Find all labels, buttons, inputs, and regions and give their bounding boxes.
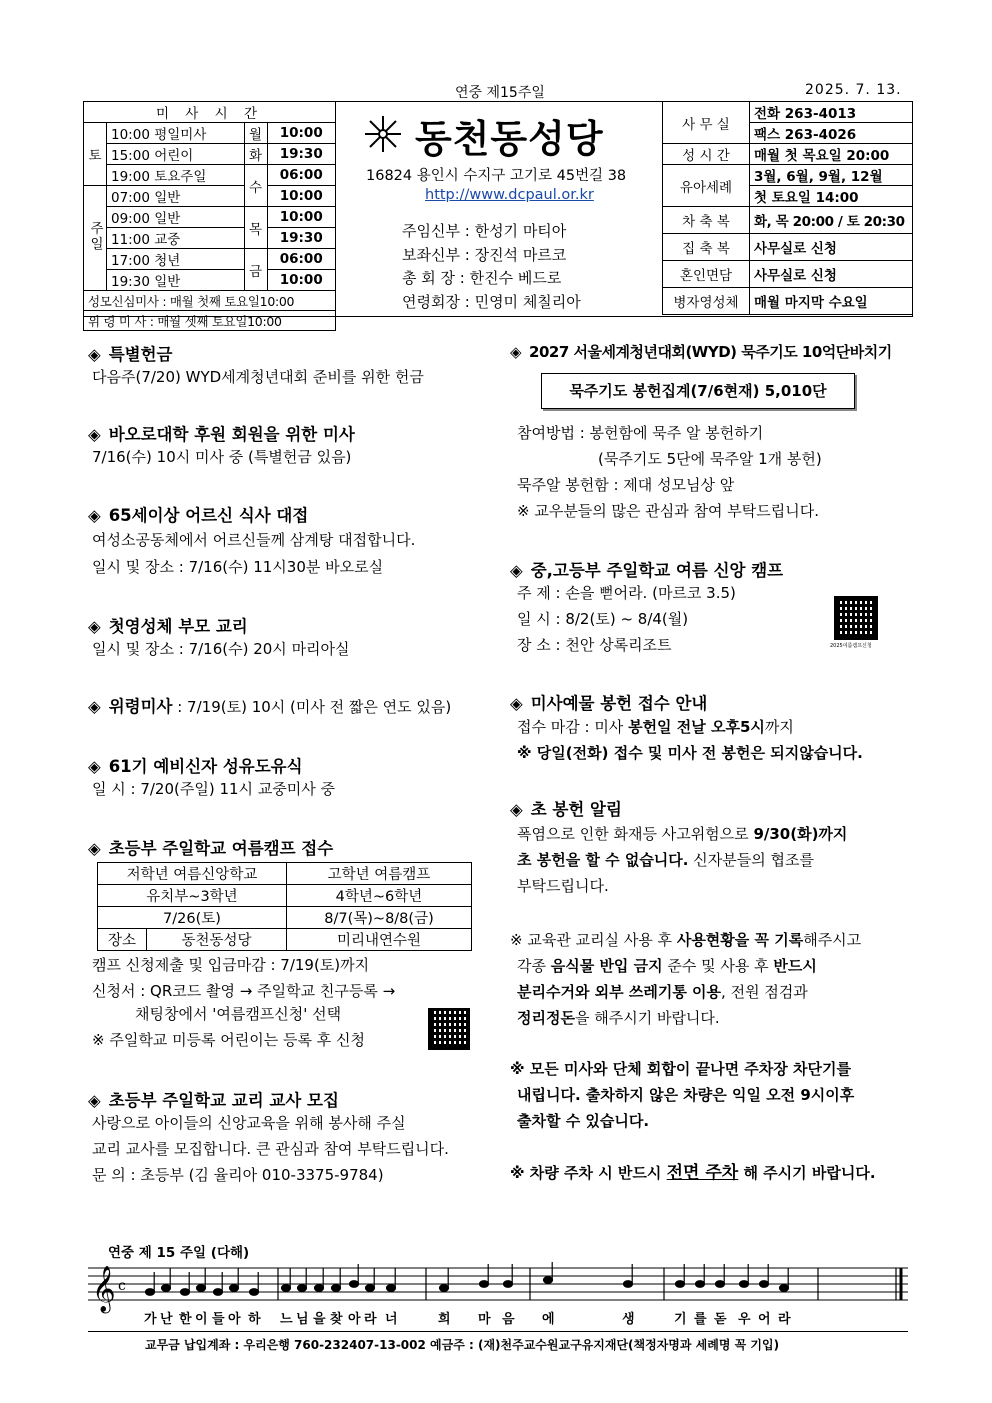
wed-time-2: 10:00 bbox=[267, 186, 336, 207]
note-head bbox=[214, 1289, 223, 1296]
notice-title-text: 위령미사 bbox=[108, 697, 173, 716]
notice-title: ◈ 2027 서울세계청년대회(WYD) 묵주기도 10억단바치기 bbox=[510, 343, 892, 361]
notice-line: 일 시 : 8/2(토) ~ 8/4(월) bbox=[517, 610, 689, 628]
sun-time-4: 17:00 청년 bbox=[107, 249, 245, 270]
mass-schedule-table bbox=[83, 101, 336, 331]
notice-line: 주 제 : 손을 뻗어라. (마르코 3.5) bbox=[517, 584, 736, 602]
cross-logo-icon bbox=[363, 114, 403, 154]
lyric-syllable: 마 bbox=[478, 1312, 491, 1327]
notice-line: 일 시 : 7/20(주일) 11시 교중미사 중 bbox=[92, 780, 336, 798]
notice-line: 캠프 신청제출 및 입금마감 : 7/19(토)까지 bbox=[92, 956, 370, 974]
lyric-syllable: 하 bbox=[248, 1312, 261, 1327]
text-span: 해주시고 bbox=[803, 931, 862, 949]
sat-time-1: 10:00 평일미사 bbox=[107, 123, 245, 144]
lyric-syllable: 아 bbox=[228, 1312, 241, 1327]
camp-grade-senior: 4학년~6학년 bbox=[287, 885, 472, 907]
week-label: 연중 제15주일 bbox=[455, 85, 545, 101]
lyric-syllable: 음 bbox=[502, 1312, 515, 1327]
notice-line: 참여방법 : 봉헌함에 묵주 알 봉헌하기 bbox=[517, 424, 764, 442]
clergy-name: 민영미 체칠리아 bbox=[474, 292, 581, 311]
infant-baptism-months: 3월, 6월, 9월, 12월 bbox=[750, 165, 913, 186]
note-head bbox=[162, 1285, 171, 1292]
qr-code-icon[interactable] bbox=[834, 596, 878, 640]
weekday-fri: 금 bbox=[244, 249, 267, 291]
requiem-mass: 위 령 미 사 : 매월 셋째 토요일10:00 bbox=[84, 311, 336, 331]
notice-title: ◈ 미사예물 봉헌 접수 안내 bbox=[510, 694, 708, 713]
clergy-list bbox=[402, 220, 581, 314]
marian-mass: 성모신심미사 : 매월 첫째 토요일10:00 bbox=[84, 291, 336, 311]
notice-line bbox=[517, 979, 808, 1005]
lyric-syllable: 아 bbox=[348, 1312, 361, 1327]
music-lyrics bbox=[88, 1308, 908, 1328]
weekday-wed: 수 bbox=[244, 165, 267, 207]
text-span: 신자분들의 협조를 bbox=[688, 851, 814, 869]
note-head bbox=[624, 1281, 633, 1288]
lyric-syllable: 이 bbox=[195, 1312, 208, 1327]
infant-baptism-label: 유아세례 bbox=[663, 165, 750, 207]
sun-time-3: 11:00 교중 bbox=[107, 228, 245, 249]
note-head bbox=[146, 1289, 155, 1296]
notice-line: 사랑으로 아이들의 신앙교육을 위해 봉사해 주실 bbox=[92, 1114, 406, 1132]
holy-hour-value: 매월 첫 목요일 20:00 bbox=[750, 144, 913, 165]
lyric-syllable: 찾 bbox=[330, 1312, 343, 1327]
notice-line: 내립니다. 출차하지 않은 차량은 익일 오전 9시이후 bbox=[517, 1086, 855, 1104]
text-bold: 정리정돈 bbox=[517, 1009, 575, 1027]
clergy-role: 주임신부 : bbox=[402, 222, 470, 240]
text-bold: 반드시 bbox=[773, 957, 817, 975]
notice-title: ◈ 위령미사 : 7/19(토) 10시 (미사 전 짧은 연도 있음) bbox=[88, 697, 452, 716]
lyric-syllable: 에 bbox=[542, 1312, 555, 1327]
sick-communion-label: 병자영성체 bbox=[663, 288, 750, 315]
notice-title-text: 2027 서울세계청년대회(WYD) 묵주기도 10억단바치기 bbox=[529, 343, 892, 361]
weekday-mon: 월 bbox=[244, 123, 267, 144]
office-table bbox=[662, 101, 913, 315]
thu-time-2: 19:30 bbox=[267, 228, 336, 249]
notice-line: ※ 교우분들의 많은 관심과 참여 부탁드립니다. bbox=[517, 502, 819, 520]
notice-title-text: 중,고등부 주일학교 여름 신앙 캠프 bbox=[530, 561, 784, 580]
notice-title: ◈ 바오로대학 후원 회원을 위한 미사 bbox=[88, 425, 355, 444]
note-head bbox=[181, 1289, 190, 1296]
notice-line: 다음주(7/20) WYD세계청년대회 준비를 위한 헌금 bbox=[92, 368, 424, 386]
lyric-syllable: 너 bbox=[385, 1312, 398, 1327]
weekday-tue: 화 bbox=[244, 144, 267, 165]
wed-time-1: 06:00 bbox=[267, 165, 336, 186]
fri-time-2: 10:00 bbox=[267, 270, 336, 291]
notice-inline-text: : 7/19(토) 10시 (미사 전 짧은 연도 있음) bbox=[172, 698, 452, 716]
notice-line: ※ 주일학교 미등록 어린이는 등록 후 신청 bbox=[92, 1031, 366, 1049]
footer-account: 교무금 납입계좌 : 우리은행 760-232407-13-002 예금주 : (재)천주교수원교구유지재단(책정자명과 세례명 꼭 기입) bbox=[145, 1338, 780, 1352]
notice-line: 일시 및 장소 : 7/16(수) 20시 마리아실 bbox=[92, 640, 350, 658]
note-head bbox=[480, 1281, 489, 1288]
clergy-row bbox=[402, 267, 581, 291]
notice-line bbox=[517, 953, 817, 979]
marriage-value: 사무실로 신청 bbox=[750, 261, 913, 288]
footer-rule bbox=[88, 1331, 908, 1332]
notice-title: ◈ 초 봉헌 알림 bbox=[510, 800, 622, 819]
lyric-syllable: 님 bbox=[296, 1312, 309, 1327]
infant-baptism-time: 첫 토요일 14:00 bbox=[750, 186, 913, 207]
text-span: 각종 bbox=[517, 957, 551, 975]
lyric-syllable: 을 bbox=[313, 1312, 326, 1327]
music-staff bbox=[88, 1262, 908, 1314]
mon-time: 10:00 bbox=[267, 123, 336, 144]
notice-title-text: 초등부 주일학교 교리 교사 모집 bbox=[108, 1091, 339, 1110]
notice-line: ※ 모든 미사와 단체 회합이 끝나면 주차장 차단기를 bbox=[510, 1060, 851, 1078]
church-address: 16824 용인시 수지구 고기로 45번길 38 bbox=[366, 168, 627, 184]
camp-place-junior: 동천동성당 bbox=[147, 929, 287, 951]
clergy-role: 연령회장 : bbox=[402, 292, 470, 311]
notice-title-text: 바오로대학 후원 회원을 위한 미사 bbox=[108, 425, 355, 444]
clergy-row bbox=[402, 220, 581, 244]
office-fax: 팩스 263-4026 bbox=[750, 123, 913, 144]
sun-time-1: 07:00 일반 bbox=[107, 186, 245, 207]
lyric-syllable: 생 bbox=[622, 1312, 635, 1327]
car-blessing-value: 화, 목 20:00 / 토 20:30 bbox=[750, 207, 913, 234]
notice-line: (묵주기도 5단에 묵주알 1개 봉헌) bbox=[598, 450, 822, 468]
note-head bbox=[366, 1285, 375, 1292]
office-label: 사 무 실 bbox=[663, 102, 750, 144]
church-url-link[interactable]: http://www.dcpaul.or.kr bbox=[425, 187, 594, 203]
clergy-role: 보좌신부 : bbox=[402, 245, 470, 264]
sun-label: 주일 bbox=[87, 220, 103, 252]
lyric-syllable: 기 bbox=[674, 1312, 687, 1327]
lyric-syllable: 들 bbox=[212, 1312, 225, 1327]
tue-time: 19:30 bbox=[267, 144, 336, 165]
notice-line bbox=[517, 847, 814, 873]
qr-caption: 2025여름캠프신청 bbox=[830, 643, 872, 649]
text-bold: 해 주시기 바랍니다. bbox=[738, 1164, 876, 1182]
notice-title-text: 특별헌금 bbox=[108, 345, 173, 364]
note-head bbox=[716, 1281, 725, 1288]
notice-title-text: 초 봉헌 알림 bbox=[530, 800, 622, 819]
camp-head-senior: 고학년 여름캠프 bbox=[287, 863, 472, 885]
notice-title: ◈ 61기 예비신자 성유도유식 bbox=[88, 757, 303, 776]
holy-hour-label: 성 시 간 bbox=[663, 144, 750, 165]
text-span: 까지 bbox=[764, 718, 794, 736]
note-head bbox=[315, 1285, 324, 1292]
notice-title: ◈ 65세이상 어르신 식사 대접 bbox=[88, 506, 309, 525]
note-head bbox=[387, 1285, 396, 1292]
lyric-syllable: 한 bbox=[179, 1312, 192, 1327]
house-blessing-value: 사무실로 신청 bbox=[750, 234, 913, 261]
notice-title: ◈ 특별헌금 bbox=[88, 345, 173, 364]
fri-time-1: 06:00 bbox=[267, 249, 336, 270]
notice-line bbox=[510, 1160, 876, 1186]
text-bold: 분리수거와 외부 쓰레기통 이용 bbox=[517, 983, 722, 1001]
common-time-icon: c bbox=[118, 1278, 126, 1294]
text-bold: ※ 차량 주차 시 반드시 bbox=[510, 1164, 667, 1182]
notice-line: 신청서 : QR코드 촬영 → 주일학교 친구등록 → bbox=[92, 982, 396, 1000]
notice-line: ※ 당일(전화) 접수 및 미사 전 봉헌은 되지않습니다. bbox=[517, 744, 863, 762]
note-head bbox=[504, 1281, 513, 1288]
notice-title: ◈ 첫영성체 부모 교리 bbox=[88, 617, 248, 636]
note-head bbox=[780, 1285, 789, 1292]
note-head bbox=[350, 1281, 359, 1288]
notice-line bbox=[517, 714, 794, 740]
text-bold: 사용현황을 꼭 기록 bbox=[676, 931, 804, 949]
notice-title-text: 미사예물 봉헌 접수 안내 bbox=[530, 694, 708, 713]
clergy-row bbox=[402, 291, 581, 315]
note-head bbox=[197, 1285, 206, 1292]
clergy-name: 한성기 마티아 bbox=[474, 222, 567, 240]
lyric-syllable: 난 bbox=[160, 1312, 173, 1327]
camp-place-senior: 미리내연수원 bbox=[287, 929, 472, 951]
note-head bbox=[740, 1281, 749, 1288]
notice-title-text: 61기 예비신자 성유도유식 bbox=[108, 757, 303, 776]
camp-grade-junior: 유치부~3학년 bbox=[98, 885, 287, 907]
notice-title-text: 첫영성체 부모 교리 bbox=[108, 617, 248, 636]
notice-line bbox=[517, 821, 847, 847]
notice-line: 묵주알 봉헌함 : 제대 성모님상 앞 bbox=[517, 476, 735, 494]
sat-label: 토 bbox=[84, 123, 107, 186]
church-name: 동천동성당 bbox=[415, 117, 604, 161]
notice-title-text: 65세이상 어르신 식사 대접 bbox=[108, 506, 309, 525]
notes bbox=[146, 1262, 789, 1295]
lyric-syllable: 어 bbox=[758, 1312, 771, 1327]
notice-line: 장 소 : 천안 상록리조트 bbox=[517, 636, 672, 654]
lyric-syllable: 가 bbox=[144, 1312, 157, 1327]
issue-date: 2025. 7. 13. bbox=[805, 82, 902, 98]
text-span: 을 해주시기 바랍니다. bbox=[574, 1009, 720, 1027]
thu-time-1: 10:00 bbox=[267, 207, 336, 228]
text-bold: 초 봉헌을 할 수 없습니다. bbox=[517, 851, 689, 869]
camp-date-junior: 7/26(토) bbox=[98, 907, 287, 929]
qr-code-icon[interactable] bbox=[428, 1008, 470, 1050]
note-head bbox=[676, 1281, 685, 1288]
clergy-role: 총 회 장 : bbox=[402, 269, 465, 287]
note-head bbox=[250, 1289, 259, 1296]
sun-time-2: 09:00 일반 bbox=[107, 207, 245, 228]
text-span: , 전원 점검과 bbox=[721, 983, 808, 1001]
lyric-syllable: 라 bbox=[778, 1312, 791, 1327]
office-phone: 전화 263-4013 bbox=[750, 102, 913, 123]
text-span: ※ 교육관 교리실 사용 후 bbox=[510, 931, 677, 949]
clergy-name: 장진석 마르코 bbox=[474, 245, 567, 264]
notice-line: 7/16(수) 10시 미사 중 (특별헌금 있음) bbox=[92, 448, 352, 466]
note-head bbox=[230, 1285, 239, 1292]
note-head bbox=[298, 1285, 307, 1292]
lyric-syllable: 느 bbox=[280, 1312, 293, 1327]
lyric-syllable: 돋 bbox=[714, 1312, 727, 1327]
camp-date-senior: 8/7(목)~8/8(금) bbox=[287, 907, 472, 929]
note-head bbox=[332, 1285, 341, 1292]
marriage-label: 혼인면담 bbox=[663, 261, 750, 288]
sick-communion-value: 매월 마지막 수요일 bbox=[750, 288, 913, 315]
note-head bbox=[544, 1277, 553, 1284]
house-blessing-label: 집 축 복 bbox=[663, 234, 750, 261]
text-span: 접수 마감 : 미사 bbox=[517, 718, 629, 736]
notice-title-text: 초등부 주일학교 여름캠프 접수 bbox=[108, 839, 334, 858]
notice-line: 문 의 : 초등부 (김 율리아 010-3375-9784) bbox=[92, 1166, 384, 1184]
text-span: 준수 및 사용 후 bbox=[662, 957, 774, 975]
camp-place-label: 장소 bbox=[98, 929, 147, 951]
clergy-row bbox=[402, 244, 581, 268]
clergy-name: 한진수 베드로 bbox=[469, 269, 562, 287]
camp-table bbox=[97, 862, 472, 951]
music-title: 연중 제 15 주일 (다해) bbox=[108, 1245, 250, 1261]
sat-time-2: 15:00 어린이 bbox=[107, 144, 245, 165]
rosary-total-box: 묵주기도 봉헌집계(7/6현재) 5,010단 bbox=[541, 373, 855, 409]
notice-line: 채팅창에서 '여름캠프신청' 선택 bbox=[135, 1005, 342, 1023]
note-head bbox=[696, 1281, 705, 1288]
text-bold: 봉헌일 전날 오후5시 bbox=[628, 718, 765, 736]
note-head bbox=[282, 1285, 291, 1292]
lyric-syllable: 우 bbox=[738, 1312, 751, 1327]
lyric-syllable: 라 bbox=[364, 1312, 377, 1327]
text-span: 폭염으로 인한 화재등 사고위험으로 bbox=[517, 825, 754, 843]
text-bold: 9/30(화)까지 bbox=[753, 825, 848, 843]
car-blessing-label: 차 축 복 bbox=[663, 207, 750, 234]
lyric-syllable: 희 bbox=[438, 1312, 451, 1327]
notice-line: 교리 교사를 모집합니다. 큰 관심과 참여 부탁드립니다. bbox=[92, 1140, 449, 1158]
notice-line: 부탁드립니다. bbox=[517, 877, 609, 895]
sun-time-5: 19:30 일반 bbox=[107, 270, 245, 291]
text-bold: 음식물 반입 금지 bbox=[550, 957, 663, 975]
notice-title: ◈ 중,고등부 주일학교 여름 신앙 캠프 bbox=[510, 561, 784, 580]
notice-line bbox=[517, 1005, 720, 1031]
mass-title: 미 사 시 간 bbox=[84, 102, 336, 123]
treble-clef-icon: 𝄞 bbox=[92, 1266, 116, 1312]
notice-line: 출차할 수 있습니다. bbox=[517, 1112, 650, 1130]
camp-head-junior: 저학년 여름신앙학교 bbox=[98, 863, 287, 885]
notice-title: ◈ 초등부 주일학교 여름캠프 접수 bbox=[88, 839, 334, 858]
notice-line: 여성소공동체에서 어르신들께 삼계탕 대접합니다. bbox=[92, 531, 416, 549]
note-head bbox=[760, 1281, 769, 1288]
text-underlined: 전면 주차 bbox=[666, 1163, 739, 1183]
weekday-thu: 목 bbox=[244, 207, 267, 249]
note-head bbox=[440, 1285, 449, 1292]
lyric-syllable: 를 bbox=[694, 1312, 707, 1327]
notice-line bbox=[510, 927, 861, 953]
sat-time-3: 19:00 토요주일 bbox=[107, 165, 245, 186]
notice-title: ◈ 초등부 주일학교 교리 교사 모집 bbox=[88, 1091, 339, 1110]
notice-line: 일시 및 장소 : 7/16(수) 11시30분 바오로실 bbox=[92, 558, 384, 576]
